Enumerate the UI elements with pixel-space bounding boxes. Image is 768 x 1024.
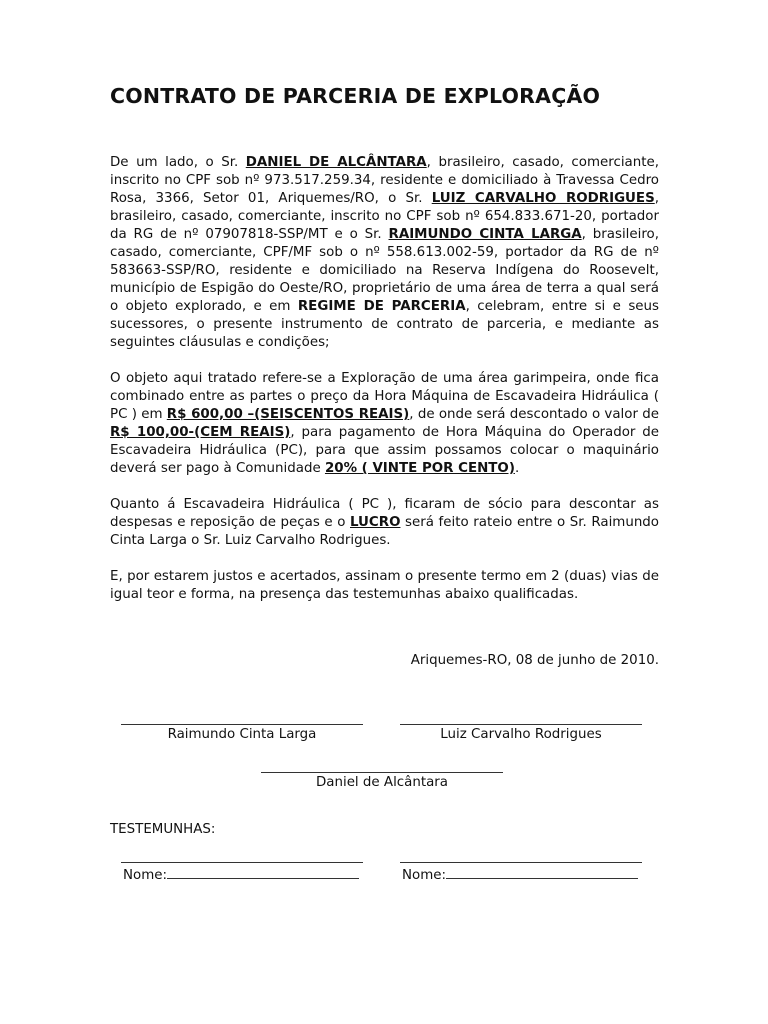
witnesses-heading: TESTEMUNHAS:	[110, 822, 216, 837]
witness-name-label: Nome:	[402, 868, 447, 883]
paragraph-object	[110, 370, 659, 478]
paragraph-text: , brasileiro, casado, comerciante, CPF/MF sob o nº 558.613.002-59, portador da RG de nº 583663-SSP/RO, residente e domiciliado na Reserva Indígena do Roosevelt, município de Espigão do Oeste/RO, proprietário de uma área de terra a qual será o objeto explorado, e em	[110, 227, 659, 314]
signature-block-daniel	[261, 762, 503, 791]
signature-line	[400, 852, 642, 863]
signature-name: Raimundo Cinta Larga	[167, 727, 317, 742]
paragraph-text: , brasileiro, casado, comerciante, inscrito no CPF sob nº 973.517.259.34, residente e domiciliado à Travessa Cedro Rosa, 3366, Setor 01, Ariquemes/RO, o Sr.	[110, 155, 659, 206]
contract-body	[110, 154, 659, 622]
witness-name-blank	[167, 867, 359, 879]
signature-name: Daniel de Alcântara	[315, 775, 449, 790]
witness-block-1	[121, 852, 363, 884]
witness-name-field	[400, 867, 642, 884]
witness-name-label: Nome:	[123, 868, 168, 883]
witness-name-blank	[446, 867, 638, 879]
signature-line	[121, 714, 363, 725]
signature-line	[400, 714, 642, 725]
community-percent: 20% ( VINTE POR CENTO)	[324, 461, 515, 476]
paragraph-text: , para pagamento de Hora Máquina do Operador de Escavadeira Hidráulica (PC), para que assim possamos colocar o maquinário deverá ser pago à Comunidade	[110, 425, 659, 476]
paragraph-closing: E, por estarem justos e acertados, assinam o presente termo em 2 (duas) vias de igual teor e forma, na presença das testemunhas abaixo qualificadas.	[110, 569, 659, 602]
party-name-raimundo: RAIMUNDO CINTA LARGA	[388, 227, 582, 242]
paragraph-text: será feito rateio entre o Sr. Raimundo Cinta Larga o Sr. Luiz Carvalho Rodrigues.	[110, 515, 659, 548]
party-name-daniel: DANIEL DE ALCÂNTARA	[245, 155, 427, 170]
signature-block-luiz	[400, 714, 642, 743]
profit-label: LUCRO	[350, 515, 401, 530]
document-title: CONTRATO DE PARCERIA DE EXPLORAÇÃO	[110, 84, 601, 108]
paragraph-profit	[110, 496, 659, 550]
paragraph-parties	[110, 154, 659, 352]
signature-block-raimundo	[121, 714, 363, 743]
signature-line	[261, 762, 503, 773]
paragraph-text: De um lado, o Sr.	[110, 155, 246, 170]
paragraph-text: , de onde será descontado o valor de	[409, 407, 659, 422]
party-name-luiz: LUIZ CARVALHO RODRIGUES	[431, 191, 655, 206]
discount-value: R$ 100,00-(CEM REAIS)	[110, 425, 291, 440]
paragraph-text: .	[514, 461, 520, 476]
paragraph-text: , celebram, entre si e seus sucessores, o presente instrumento de contrato de parceria, e mediante as seguintes cláusulas e condições;	[110, 299, 660, 350]
paragraph-text: Quanto á Escavadeira Hidráulica ( PC ), ficaram de sócio para descontar as despesas e reposição de peças e o	[110, 497, 659, 530]
regime-label: REGIME DE PARCERIA	[297, 299, 466, 314]
price-value: R$ 600,00 –(SEISCENTOS REAIS)	[166, 407, 410, 422]
signature-line	[121, 852, 363, 863]
paragraph-text: O objeto aqui tratado refere-se a Exploração de uma área garimpeira, onde fica combinado entre as partes o preço da Hora Máquina de Escavadeira Hidráulica ( PC ) em	[110, 371, 659, 422]
signature-name: Luiz Carvalho Rodrigues	[440, 727, 602, 742]
paragraph-text: , brasileiro, casado, comerciante, inscrito no CPF sob nº 654.833.671-20, portador da RG de nº 07907818-SSP/MT e o Sr.	[110, 191, 659, 242]
date-line: Ariquemes-RO, 08 de junho de 2010.	[410, 653, 659, 668]
witness-name-field	[121, 867, 363, 884]
witness-block-2	[400, 852, 642, 884]
